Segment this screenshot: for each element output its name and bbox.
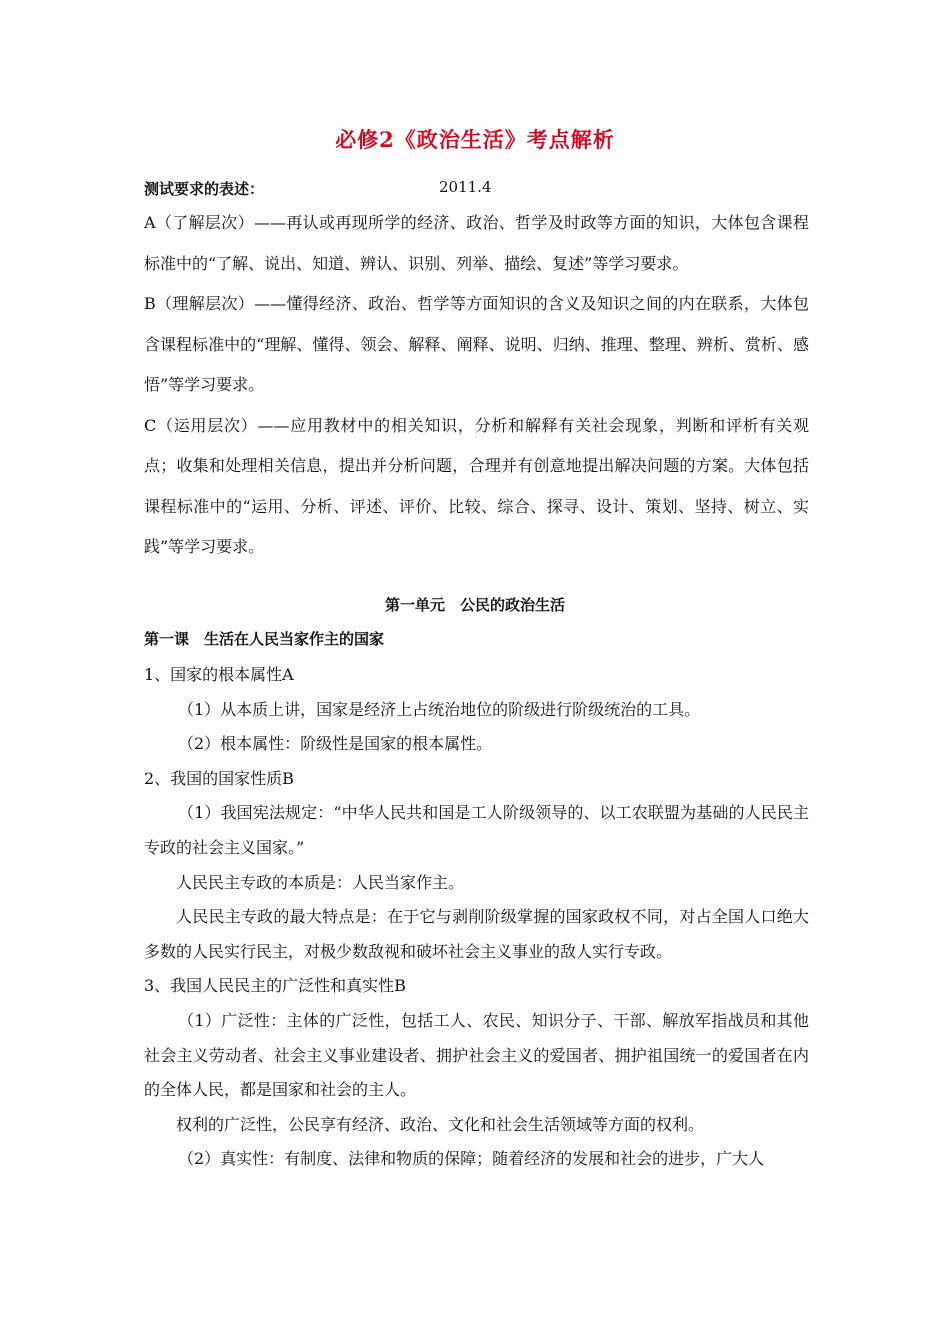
unit-title: 第一单元 公民的政治生活 [384, 596, 565, 614]
document-title: 必修2《政治生活》考点解析 [335, 127, 615, 152]
section-3-heading: 3、我国人民民主的广泛性和真实性B [144, 976, 406, 996]
section-2-heading: 2、我国的国家性质B [144, 768, 294, 788]
section-1-point-1: （1）从本质上讲，国家是经济上占统治地位的阶级进行阶级统治的工具。 [178, 699, 701, 719]
section-2-point-1: （1）我国宪法规定：“中华人民共和国是工人阶级领导的、以工农联盟为基础的人民民主专政的社会主义国家。” [144, 803, 809, 857]
section-2-essence: 人民民主专政的本质是：人民当家作主。 [176, 872, 465, 892]
section-1-point-2: （2）根本属性：阶级性是国家的根本属性。 [178, 734, 493, 754]
requirement-levels [144, 203, 809, 568]
level-c-paragraph: C（运用层次）——应用教材中的相关知识，分析和解释有关社会现象，判断和评析有关观点；收集和处理相关信息，提出并分析问题，合理并有创意地提出解决问题的方案。大体包括课程标准中的“运用、分析、评述、评价、比较、综合、探寻、设计、策划、坚持、树立、实践”等学习要求。 [144, 415, 809, 556]
level-b-paragraph: B（理解层次）——懂得经济、政治、哲学等方面知识的含义及知识之间的内在联系，大体包含课程标准中的“理解、懂得、领会、解释、阐释、说明、归纳、推理、整理、辨析、赏析、感悟”等学习要求。 [144, 294, 809, 394]
section-2-feature: 人民民主专政的最大特点是：在于它与剥削阶级掌握的国家政权不同，对占全国人口绝大多数的人民实行民主，对极少数敌视和破坏社会主义事业的敌人实行专政。 [144, 907, 809, 961]
requirements-header [144, 178, 492, 199]
section-3-rights: 权利的广泛性，公民享有经济、政治、文化和社会生活领域等方面的权利。 [176, 1114, 705, 1134]
lesson-body [144, 658, 809, 1177]
lesson-title: 第一课 生活在人民当家作主的国家 [144, 630, 385, 648]
section-3-point-2: （2）真实性：有制度、法律和物质的保障；随着经济的发展和社会的进步，广大人 [178, 1149, 765, 1169]
requirements-label: 测试要求的表述： [144, 180, 265, 198]
section-3-point-1: （1）广泛性：主体的广泛性，包括工人、农民、知识分子、干部、解放军指战员和其他社会主义劳动者、社会主义事业建设者、拥护社会主义的爱国者、拥护祖国统一的爱国者在内的全体人民，都是国家和社会的主人。 [144, 1010, 809, 1100]
document-date: 2011.4 [439, 178, 492, 196]
level-a-paragraph: A（了解层次）——再认或再现所学的经济、政治、哲学及时政等方面的知识，大体包含课程标准中的“了解、说出、知道、辨认、识别、列举、描绘、复述”等学习要求。 [144, 213, 809, 273]
section-1-heading: 1、国家的根本属性A [144, 665, 294, 684]
